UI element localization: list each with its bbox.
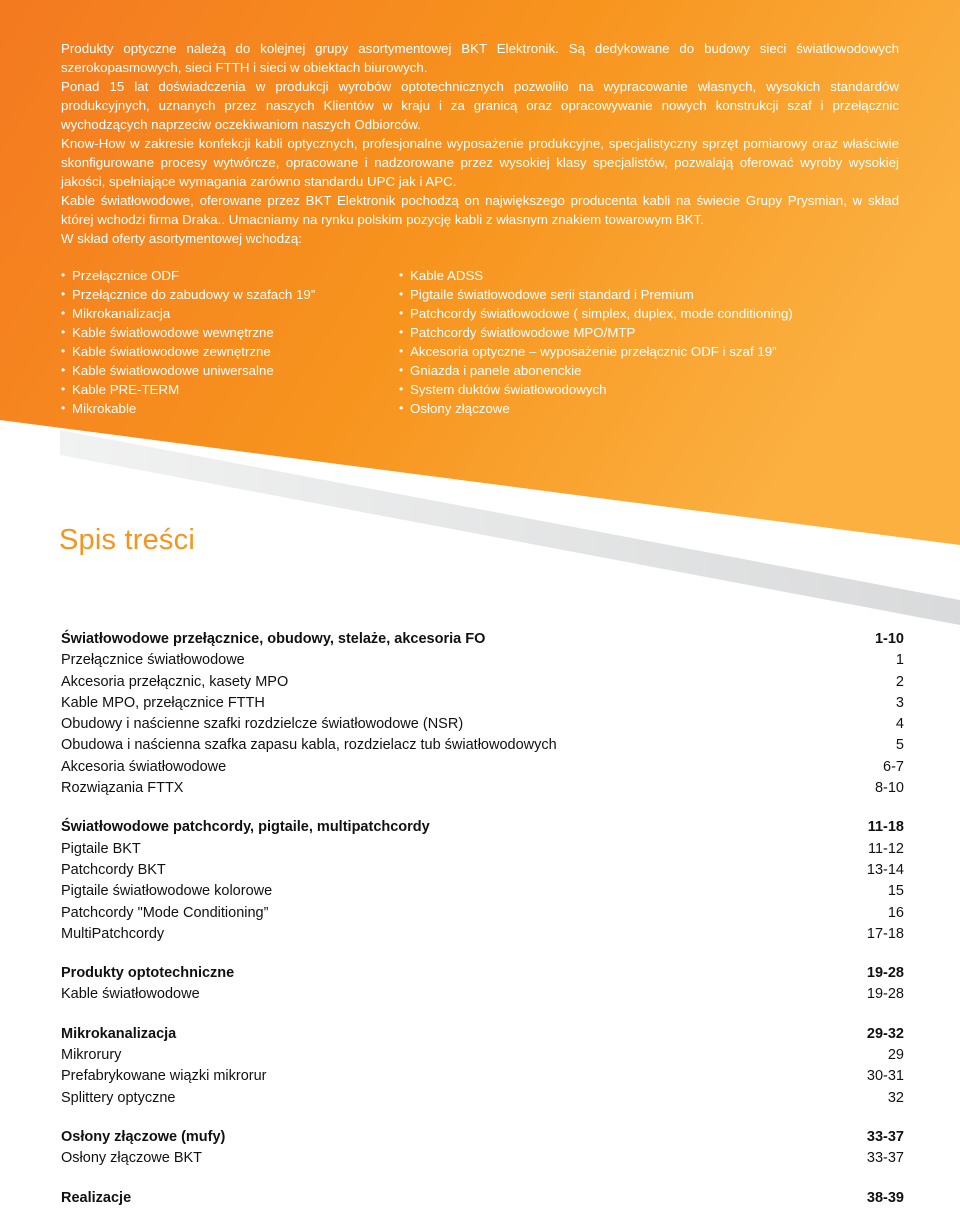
offer-list-item: • Kable ADSS — [399, 266, 793, 285]
toc-section — [61, 1127, 904, 1170]
offer-list-item: • Kable PRE-TERM — [61, 380, 315, 399]
offer-list-item: • System duktów światłowodowych — [399, 380, 793, 399]
toc-entry-pages: 13-14 — [866, 861, 904, 878]
toc-entry-pages: 3 — [895, 694, 904, 711]
toc-entry-pages: 33-37 — [866, 1128, 904, 1145]
toc-entry-pages: 19-28 — [866, 965, 904, 982]
toc-entry — [61, 1066, 904, 1087]
offer-list-item: • Patchcordy światłowodowe MPO/MTP — [399, 323, 793, 342]
toc-entry — [61, 1088, 904, 1109]
toc-entry-pages: 38-39 — [866, 1189, 904, 1206]
toc-section-heading — [61, 629, 904, 650]
toc-entry-title: Patchcordy "Mode Conditioning” — [61, 904, 269, 921]
offer-list-item: • Osłony złączowe — [399, 399, 793, 418]
toc-entry — [61, 714, 904, 735]
toc-entry — [61, 881, 904, 902]
offer-list-item: • Przełącznice do zabudowy w szafach 19” — [61, 285, 315, 304]
toc-section-heading — [61, 963, 904, 984]
toc-entry-pages: 5 — [895, 737, 904, 754]
toc-entry-pages: 11-12 — [867, 840, 904, 857]
toc-entry — [61, 693, 904, 714]
toc-section — [61, 817, 904, 945]
toc-section — [61, 629, 904, 799]
toc-entry — [61, 778, 904, 799]
toc-section — [61, 963, 904, 1006]
toc-entry — [61, 650, 904, 671]
toc-entry-title: Światłowodowe przełącznice, obudowy, stelaże, akcesoria FO — [61, 631, 486, 647]
offer-list-item: • Patchcordy światłowodowe ( simplex, duplex, mode conditioning) — [399, 304, 793, 323]
intro-paragraph: Kable światłowodowe, oferowane przez BKT Elektronik pochodzą on największego producenta kabli na świecie Grupy Prysmian, w skład której wchodzi firma Draka.. Umacniamy na rynku polskim pozycję kabli z własnym znakiem towarowym BKT. — [61, 193, 899, 227]
toc-entry-pages: 6-7 — [883, 758, 904, 775]
toc-entry-title: Światłowodowe patchcordy, pigtaile, multipatchcordy — [61, 819, 430, 836]
toc-section — [61, 1188, 904, 1209]
toc-entry-title: MultiPatchcordy — [61, 925, 165, 942]
toc-section — [61, 1024, 904, 1109]
toc-entry-title: Realizacje — [61, 1189, 132, 1206]
toc-entry-title: Patchcordy BKT — [61, 861, 166, 878]
intro-paragraph: W skład oferty asortymentowej wchodzą: — [61, 231, 302, 246]
offer-list-item: • Mikrokanalizacja — [61, 304, 315, 323]
toc-entry-pages: 33-37 — [866, 1150, 904, 1167]
toc-entry-pages: 16 — [887, 904, 904, 921]
toc-entry-title: Rozwiązania FTTX — [61, 780, 184, 797]
toc-entry-pages: 29 — [887, 1047, 904, 1064]
offer-list-item: • Pigtaile światłowodowe serii standard i Premium — [399, 285, 793, 304]
toc-entry-pages: 1-10 — [874, 631, 904, 647]
toc-entry-pages: 17-18 — [866, 925, 904, 942]
toc-entry-pages: 11-18 — [867, 819, 904, 836]
toc-entry — [61, 860, 904, 881]
toc-entry-title: Produkty optotechniczne — [61, 965, 235, 982]
toc-entry-title: Akcesoria światłowodowe — [61, 758, 227, 775]
intro-text — [61, 39, 899, 248]
toc-entry — [61, 672, 904, 693]
toc-entry-title: Kable MPO, przełącznice FTTH — [61, 694, 265, 711]
toc-entry-pages: 8-10 — [874, 780, 904, 797]
toc-section-heading — [61, 1024, 904, 1045]
toc-section-heading — [61, 1127, 904, 1148]
toc-entry — [61, 735, 904, 756]
offer-list-right — [399, 266, 793, 418]
toc-section-heading — [61, 817, 904, 838]
offer-list-item: • Gniazda i panele abonenckie — [399, 361, 793, 380]
toc-entry-title: Pigtaile światłowodowe kolorowe — [61, 883, 273, 900]
toc-entry-title: Obudowa i naścienna szafka zapasu kabla, rozdzielacz tub światłowodowych — [61, 737, 557, 754]
toc-entry-title: Pigtaile BKT — [61, 840, 141, 857]
toc-entry-pages: 4 — [895, 716, 904, 733]
toc-entry — [61, 984, 904, 1005]
toc-entry-pages: 15 — [887, 883, 904, 900]
toc-entry — [61, 924, 904, 945]
offer-list-left — [61, 266, 315, 418]
toc-entry — [61, 1148, 904, 1169]
offer-list-item: • Przełącznice ODF — [61, 266, 315, 285]
toc-entry-title: Obudowy i naścienne szafki rozdzielcze światłowodowe (NSR) — [61, 716, 464, 733]
intro-paragraph: Ponad 15 lat doświadczenia w produkcji wyrobów optotechnicznych pozwoliło na wypracowanie własnych, wysokich standardów produkcyjnych, uznanych przez naszych Klientów w kraju i za granicą oraz opracowywanie nowych konstrukcji szaf i przełącznic wychodzących naprzeciw oczekiwaniom naszych Odbiorców. — [61, 79, 899, 132]
toc-entry-title: Osłony złączowe (mufy) — [61, 1128, 226, 1145]
toc-entry-pages: 1 — [895, 652, 904, 669]
toc-entry-title: Prefabrykowane wiązki mikrorur — [61, 1068, 267, 1085]
toc-entry-title: Kable światłowodowe — [61, 986, 200, 1003]
offer-list-item: • Mikrokable — [61, 399, 315, 418]
toc-entry-title: Akcesoria przełącznic, kasety MPO — [61, 673, 289, 690]
toc-entry-pages: 30-31 — [866, 1068, 904, 1085]
toc-entry-pages: 19-28 — [866, 986, 904, 1003]
toc-entry-title: Mikrorury — [61, 1047, 122, 1064]
toc-entry-title: Osłony złączowe BKT — [61, 1150, 203, 1167]
intro-paragraph: Know-How w zakresie konfekcji kabli optycznych, profesjonalne wyposażenie produkcyjne, specjalistyczny sprzęt pomiarowy oraz właściwie skonfigurowane procesy wytwórcze, opracowane i nadzorowane przez wysokiej klasy specjalistów, pozwalają oferować wyroby wysokiej jakości, spełniające wymagania zarówno standardu UPC jak i APC. — [61, 136, 899, 189]
toc-entry-title: Przełącznice światłowodowe — [61, 652, 245, 669]
toc-entry — [61, 903, 904, 924]
toc-entry-title: Mikrokanalizacja — [61, 1025, 177, 1042]
offer-list-item: • Kable światłowodowe wewnętrzne — [61, 323, 315, 342]
toc-entry-pages: 32 — [887, 1089, 904, 1106]
toc-entry — [61, 757, 904, 778]
intro-paragraph: Produkty optyczne należą do kolejnej grupy asortymentowej BKT Elektronik. Są dedykowane do budowy sieci światłowodowych szerokopasmowych, sieci FTTH i sieci w obiektach biurowych. — [61, 41, 899, 75]
toc-entry — [61, 839, 904, 860]
toc-entry-pages: 2 — [895, 673, 904, 690]
offer-list-item: • Kable światłowodowe zewnętrzne — [61, 342, 315, 361]
toc-entry — [61, 1045, 904, 1066]
table-of-contents — [61, 629, 904, 1227]
offer-list-item: • Akcesoria optyczne – wyposażenie przełącznic ODF i szaf 19” — [399, 342, 793, 361]
toc-entry-pages: 29-32 — [866, 1025, 904, 1042]
offer-list-item: • Kable światłowodowe uniwersalne — [61, 361, 315, 380]
toc-title: Spis treści — [59, 524, 195, 556]
toc-section-heading — [61, 1188, 904, 1209]
toc-entry-title: Splittery optyczne — [61, 1089, 176, 1106]
